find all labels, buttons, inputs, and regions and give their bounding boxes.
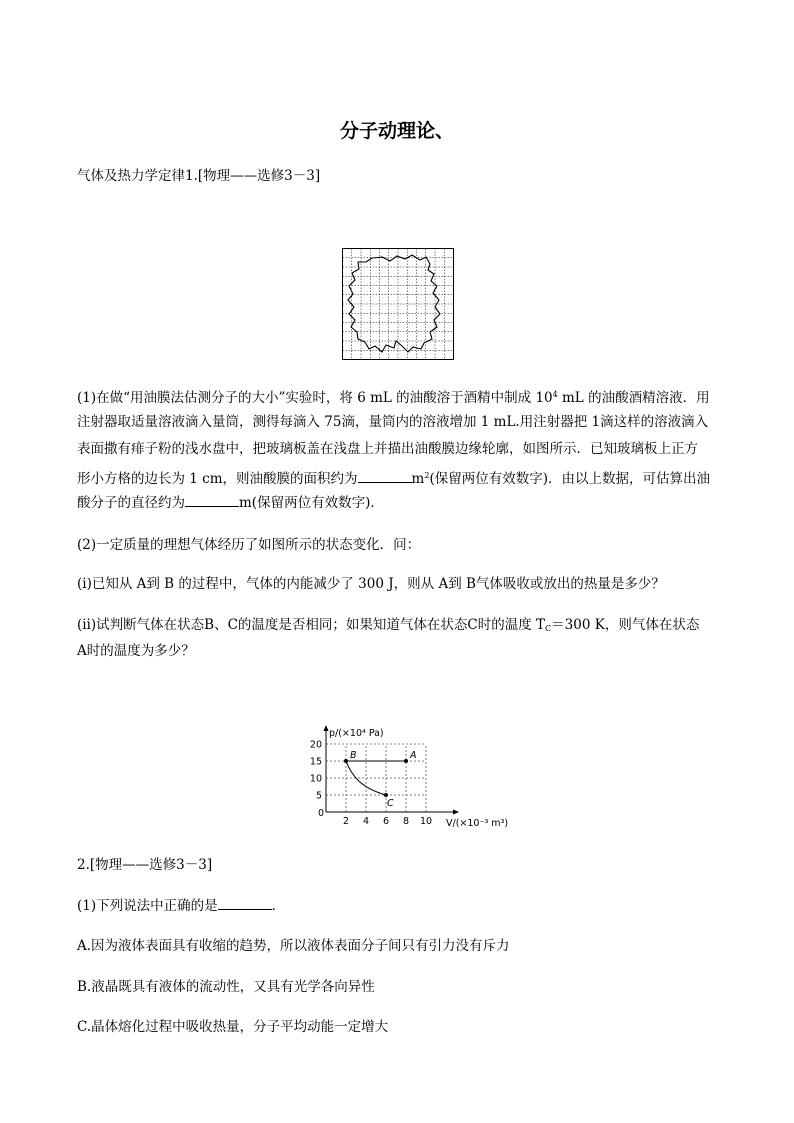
y-axis-title: p/(×10⁴ Pa) [329, 728, 384, 739]
oil-film-grid-figure [342, 248, 454, 360]
paragraph-line: (2)一定质量的理想气体经历了如图所示的状态变化．问： [77, 537, 421, 553]
paragraph-line: (ⅰ)已知从 A到 B 的过程中，气体的内能减少了 300 J，则从 A到 B气体吸收或放出的热量是多少？ [77, 576, 665, 592]
option-b: B.液晶既具有液体的流动性，又具有光学各向异性 [77, 979, 375, 995]
pv-chart [290, 726, 509, 834]
label-c: C [387, 798, 394, 809]
point-c [384, 793, 388, 797]
paragraph-line: 注射器取适量溶液滴入量筒，测得每滴入 75滴，量筒内的溶液增加 1 mL.用注射器把 1滴这样的溶液滴入 [77, 414, 709, 430]
x-tick-label: 2 [342, 816, 350, 827]
x-axis-arrow [453, 810, 459, 815]
y-tick-label: 20 [309, 739, 322, 751]
x-tick-label: 6 [382, 816, 390, 827]
x-tick-label: 8 [402, 816, 410, 827]
y-tick-label: 5 [315, 790, 322, 802]
page-title: 分子动理论、 [339, 120, 454, 142]
answer-blank [185, 494, 239, 507]
y-tick-label: 10 [309, 773, 322, 785]
answer-blank [358, 470, 412, 483]
label-a: A [410, 750, 417, 761]
paragraph-line: 表面撒有痱子粉的浅水盘中，把玻璃板盖在浅盘上并描出油酸膜边缘轮廓，如图所示．已知玻璃板上正方 [77, 441, 698, 457]
origin-label: 0 [318, 808, 325, 819]
y-axis-arrow [324, 725, 329, 731]
option-c: C.晶体熔化过程中吸收热量，分子平均动能一定增大 [77, 1019, 389, 1035]
point-b [344, 759, 348, 763]
oil-film-outline [348, 255, 440, 352]
option-a: A.因为液体表面具有收缩的趋势，所以液体表面分子间只有引力没有斥力 [77, 938, 510, 954]
x-tick-label: 4 [362, 816, 370, 827]
x-axis-title: V/(×10⁻³ m³) [446, 818, 509, 829]
label-b: B [350, 750, 357, 761]
question-2-header: 2.[物理——选修3－3] [77, 857, 213, 873]
y-tick-label: 15 [309, 756, 322, 768]
answer-blank [218, 897, 272, 910]
section-subtitle: 气体及热力学定律1.[物理——选修3－3] [77, 168, 321, 184]
x-tick-label: 10 [419, 816, 433, 827]
point-a [404, 759, 408, 763]
paragraph-line: A时的温度为多少？ [77, 643, 195, 659]
